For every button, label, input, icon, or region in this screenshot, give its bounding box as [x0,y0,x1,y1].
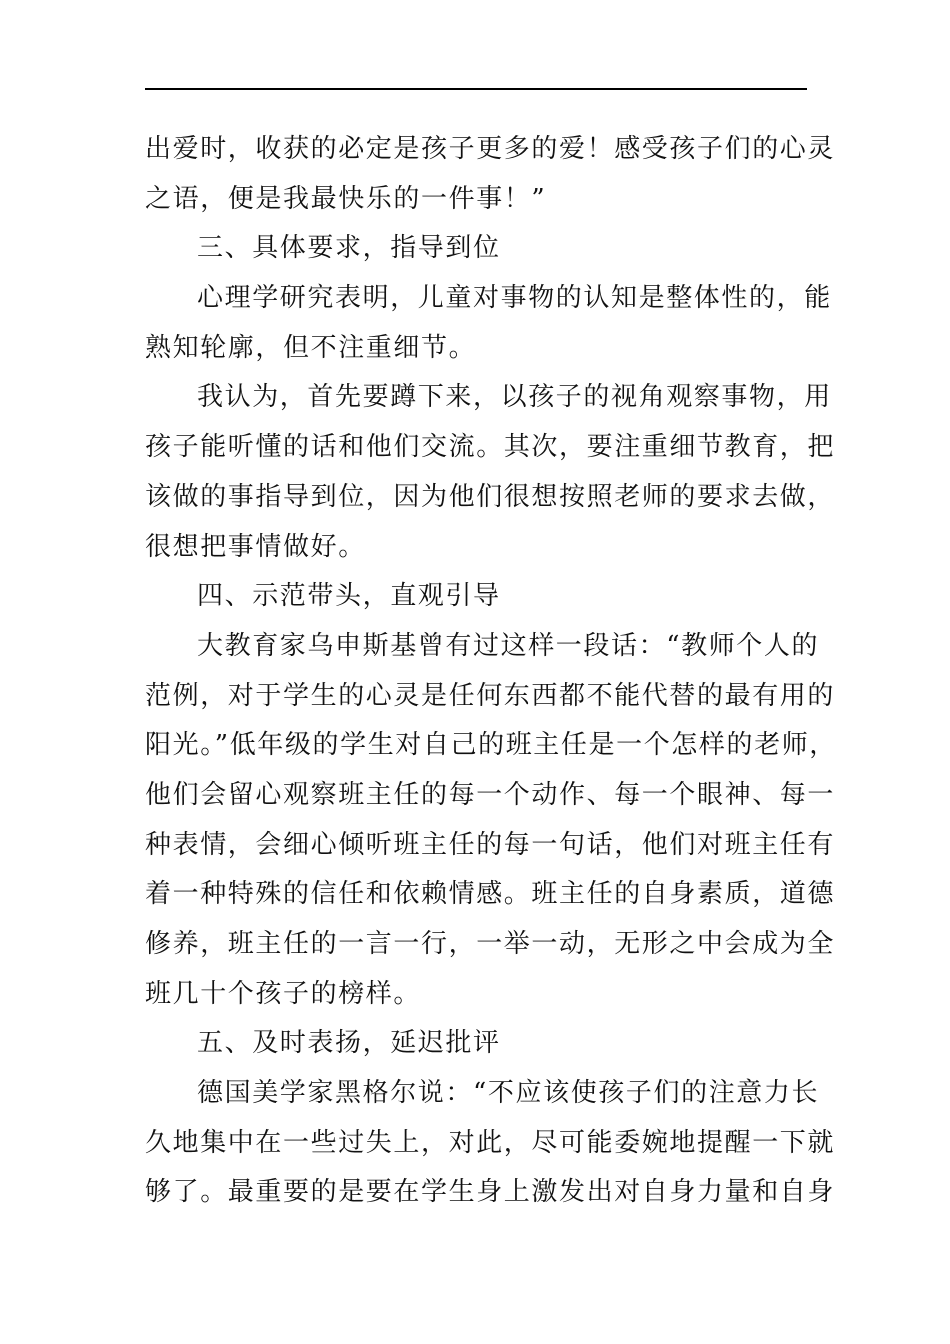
text-line: 出爱时，收获的必定是孩子更多的爱！感受孩子们的心灵 [145,134,836,164]
text-line: 熟知轮廓，但不注重细节。 [145,332,477,363]
text-line: 心理学研究表明，儿童对事物的认知是整体性的，能 [197,283,832,314]
text-line: 种表情，会细心倾听班主任的每一句话，他们对班主任有 [145,829,836,860]
text-line: 很想把事情做好。 [145,531,366,562]
text-line: 德国美学家黑格尔说：“不应该使孩子们的注意力长 [197,1078,820,1109]
text-line: 着一种特殊的信任和依赖情感。班主任的自身素质，道德 [145,879,836,910]
section-heading: 四、示范带头，直观引导 [197,581,501,612]
text-line: 孩子能听懂的话和他们交流。其次，要注重细节教育，把 [145,432,836,463]
text-line: 班几十个孩子的榜样。 [145,978,422,1009]
text-line: 修养，班主任的一言一行，一举一动，无形之中会成为全 [145,929,836,959]
text-line: 久地集中在一些过失上，对此，尽可能委婉地提醒一下就 [145,1127,836,1158]
text-line: 大教育家乌申斯基曾有过这样一段话：“教师个人的 [197,630,820,661]
section-heading: 五、及时表扬，延迟批评 [197,1028,501,1059]
header-rule [145,88,807,90]
text-line: 之语，便是我最快乐的一件事！” [145,183,547,214]
text-line: 范例，对于学生的心灵是任何东西都不能代替的最有用的 [145,680,836,711]
document-body [145,125,837,1218]
text-line: 阳光。”低年级的学生对自己的班主任是一个怎样的老师， [145,730,837,761]
text-line: 该做的事指导到位，因为他们很想按照老师的要求去做， [145,481,836,512]
text-line: 我认为，首先要蹲下来，以孩子的视角观察事物，用 [197,382,832,413]
section-heading: 三、具体要求，指导到位 [197,233,501,264]
text-line: 他们会留心观察班主任的每一个动作、每一个眼神、每一 [145,779,836,810]
text-line: 够了。最重要的是要在学生身上激发出对自身力量和自身 [145,1177,836,1208]
